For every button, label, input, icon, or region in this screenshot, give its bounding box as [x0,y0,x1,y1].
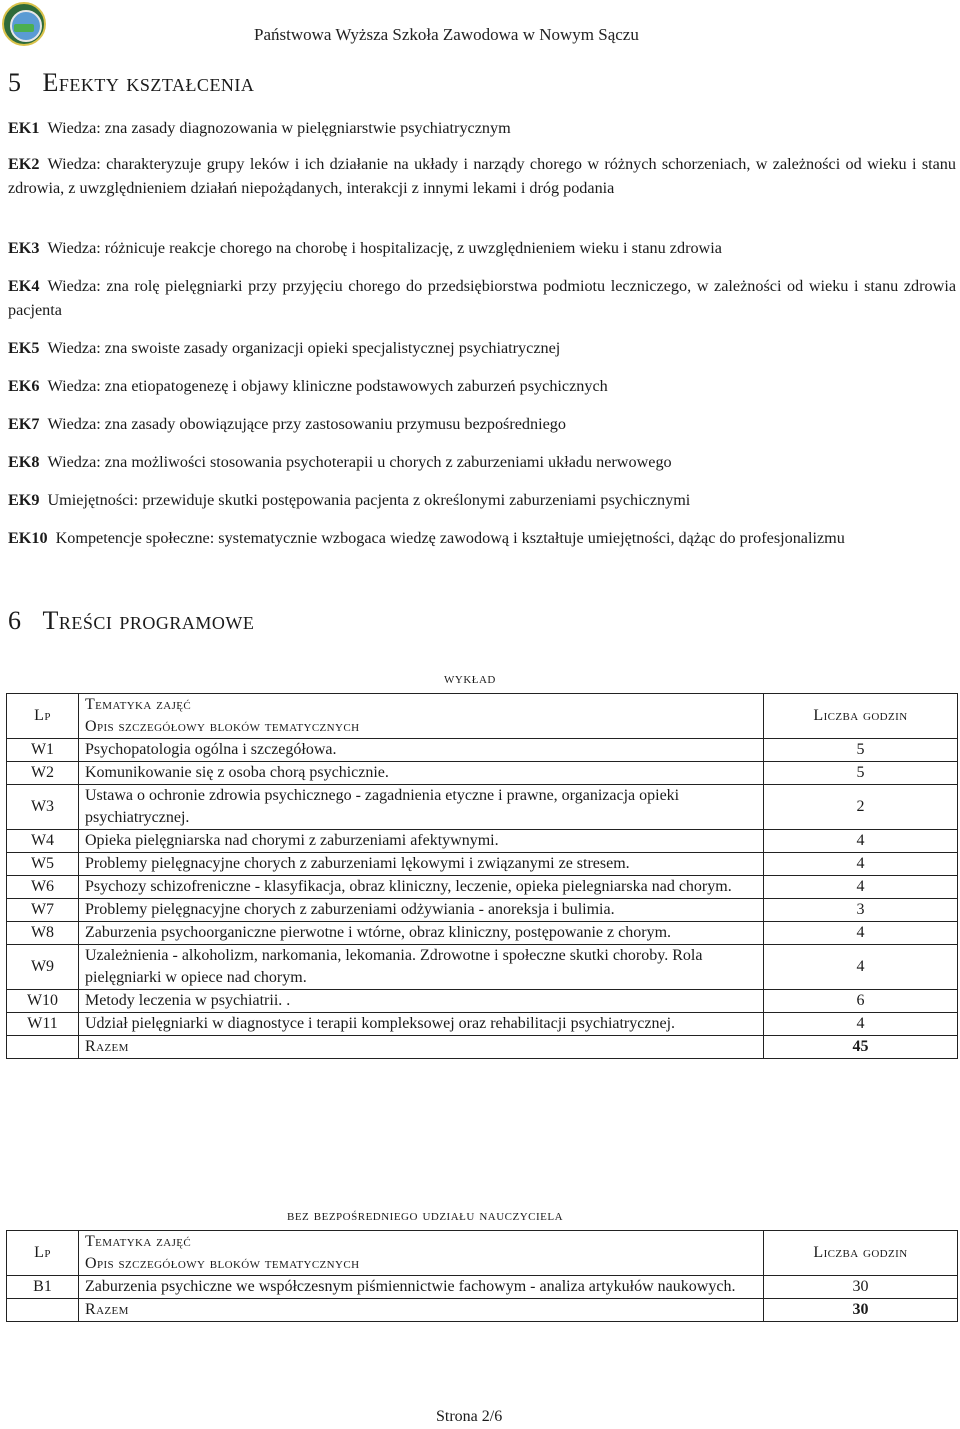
cell-lp: W6 [7,876,79,899]
cell-hours: 30 [764,1276,958,1299]
table-row [7,830,958,853]
col-header-topic [79,1231,764,1276]
table-row [7,762,958,785]
outcome-text: Wiedza: zna możliwości stosowania psychoterapii u chorych z zaburzeniami układu nerwowego [47,453,672,471]
cell-topic: Problemy pielęgnacyjne chorych z zaburzeniami odżywiania - anoreksja i bulimia. [79,899,764,922]
outcome-code: EK8 [8,453,40,471]
learning-outcome-item [8,274,956,322]
cell-hours: 4 [764,922,958,945]
cell-hours: 5 [764,739,958,762]
cell-topic: Zaburzenia psychoorganiczne pierwotne i wtórne, obraz kliniczny, postępowanie z chorym. [79,922,764,945]
outcome-code: EK7 [8,415,40,433]
cell-lp: W7 [7,899,79,922]
outcome-code: EK4 [8,277,40,295]
cell-topic: Uzależnienia - alkoholizm, narkomania, lekomania. Zdrowotne i społeczne skutki choroby. Rola pielęgniarki w opiece nad chorym. [79,945,764,990]
outcome-text: Kompetencje społeczne: systematycznie wzbogaca wiedzę zawodową i kształtuje umiejętności, dążąc do profesjonalizmu [55,529,845,547]
table-row [7,899,958,922]
outcome-text: Wiedza: różnicuje reakcje chorego na chorobę i hospitalizację, z uwzględnieniem wieku i stanu zdrowia [47,239,722,257]
cell-lp: W3 [7,785,79,830]
outcome-code: EK1 [8,119,40,137]
cell-lp: W5 [7,853,79,876]
table-total-row [7,1036,958,1059]
cell-hours: 6 [764,990,958,1013]
col-header-topic-line1: Tematyka zajęć [85,696,192,713]
cell-topic: Udział pielęgniarki w diagnostyce i terapii kompleksowej oraz rehabilitacji psychiatrycznej. [79,1013,764,1036]
section-5-title [8,68,254,98]
total-hours: 30 [764,1299,958,1322]
cell-topic: Psychozy schizofreniczne - klasyfikacja, obraz kliniczny, leczenie, opieka pielegniarska nad chorym. [79,876,764,899]
outcome-code: EK2 [8,155,40,173]
cell-topic: Psychopatologia ogólna i szczegółowa. [79,739,764,762]
cell-hours: 4 [764,853,958,876]
table-row [7,1013,958,1036]
table-header-row [7,694,958,739]
table-row [7,853,958,876]
self-study-table [6,1230,958,1322]
cell-hours: 4 [764,1013,958,1036]
cell-lp: W2 [7,762,79,785]
outcome-text: Wiedza: zna zasady obowiązujące przy zastosowaniu przymusu bezpośredniego [47,415,566,433]
cell-hours: 5 [764,762,958,785]
outcome-code: EK3 [8,239,40,257]
outcome-text: Wiedza: zna etiopatogenezę i objawy kliniczne podstawowych zaburzeń psychicznych [47,377,608,395]
learning-outcome-item [8,450,956,474]
table-row [7,876,958,899]
col-header-hours: Liczba godzin [764,1231,958,1276]
cell-hours: 3 [764,899,958,922]
table-row [7,739,958,762]
table-row [7,922,958,945]
col-header-topic-line1: Tematyka zajęć [85,1233,192,1250]
outcome-text: Wiedza: charakteryzuje grupy leków i ich działanie na układy i narządy chorego w różnych schorzeniach, w zależności od wieku i stanu zdrowia, z uwzględnieniem działań niepożądanych, interakcji z innymi lekami i dróg podania [8,155,956,197]
cell-hours: 4 [764,830,958,853]
col-header-lp: Lp [7,1231,79,1276]
section-number: 5 [8,68,22,97]
cell-lp: W11 [7,1013,79,1036]
table-row [7,1276,958,1299]
cell-empty [7,1036,79,1059]
col-header-topic [79,694,764,739]
col-header-lp: Lp [7,694,79,739]
cell-hours: 2 [764,785,958,830]
learning-outcome-item [8,374,956,398]
outcome-code: EK10 [8,529,48,547]
page-number: Strona 2/6 [436,1408,503,1425]
total-label: Razem [79,1036,764,1059]
cell-hours: 4 [764,876,958,899]
table-row [7,990,958,1013]
cell-lp: W4 [7,830,79,853]
cell-topic: Zaburzenia psychiczne we współczesnym piśmiennictwie fachowym - analiza artykułów naukowych. [79,1276,764,1299]
learning-outcome-item [8,526,956,550]
cell-topic: Metody leczenia w psychiatrii. . [79,990,764,1013]
cell-topic: Ustawa o ochronie zdrowia psychicznego - zagadnienia etyczne i prawne, organizacja opieki psychiatrycznej. [79,785,764,830]
self-study-table-caption: bez bezpośredniego udziału nauczyciela [287,1207,564,1224]
learning-outcome-item [8,412,956,436]
outcome-text: Wiedza: zna zasady diagnozowania w pielęgniarstwie psychiatrycznym [47,119,511,137]
outcome-code: EK6 [8,377,40,395]
cell-topic: Komunikowanie się z osoba chorą psychicznie. [79,762,764,785]
col-header-topic-line2: Opis szczegółowy bloków tematycznych [85,1255,360,1272]
table-row [7,945,958,990]
cell-topic: Opieka pielęgniarska nad chorymi z zaburzeniami afektywnymi. [79,830,764,853]
section-title-text: Treści programowe [42,606,255,635]
learning-outcome-item [8,488,956,512]
outcome-text: Wiedza: zna swoiste zasady organizacji opieki specjalistycznej psychiatrycznej [47,339,561,357]
learning-outcome-item [8,336,956,360]
section-6-title [8,606,254,636]
cell-lp: W9 [7,945,79,990]
lecture-table [6,693,958,1059]
cell-topic: Problemy pielęgnacyjne chorych z zaburzeniami lękowymi i związanymi ze stresem. [79,853,764,876]
outcome-code: EK9 [8,491,40,509]
cell-lp: W1 [7,739,79,762]
learning-outcome-item [8,236,956,260]
table-header-row [7,1231,958,1276]
cell-empty [7,1299,79,1322]
learning-outcome-item [8,152,956,200]
table-row [7,785,958,830]
col-header-topic-line2: Opis szczegółowy bloków tematycznych [85,718,360,735]
outcome-text: Umiejętności: przewiduje skutki postępowania pacjenta z określonymi zaburzeniami psychicznymi [47,491,691,509]
page-header: Państwowa Wyższa Szkoła Zawodowa w Nowym Sączu [254,25,639,44]
total-hours: 45 [764,1036,958,1059]
col-header-hours: Liczba godzin [764,694,958,739]
section-number: 6 [8,606,22,635]
lecture-table-caption: wykład [444,670,496,687]
outcome-text: Wiedza: zna rolę pielęgniarki przy przyjęciu chorego do przedsiębiorstwa podmiotu leczniczego, w zależności od wieku i stanu zdrowia pacjenta [8,277,956,319]
table-total-row [7,1299,958,1322]
cell-hours: 4 [764,945,958,990]
total-label: Razem [79,1299,764,1322]
cell-lp: B1 [7,1276,79,1299]
outcome-code: EK5 [8,339,40,357]
cell-lp: W10 [7,990,79,1013]
cell-lp: W8 [7,922,79,945]
learning-outcome-item [8,116,956,140]
university-logo [2,2,46,46]
section-title-text: Efekty kształcenia [42,68,255,97]
